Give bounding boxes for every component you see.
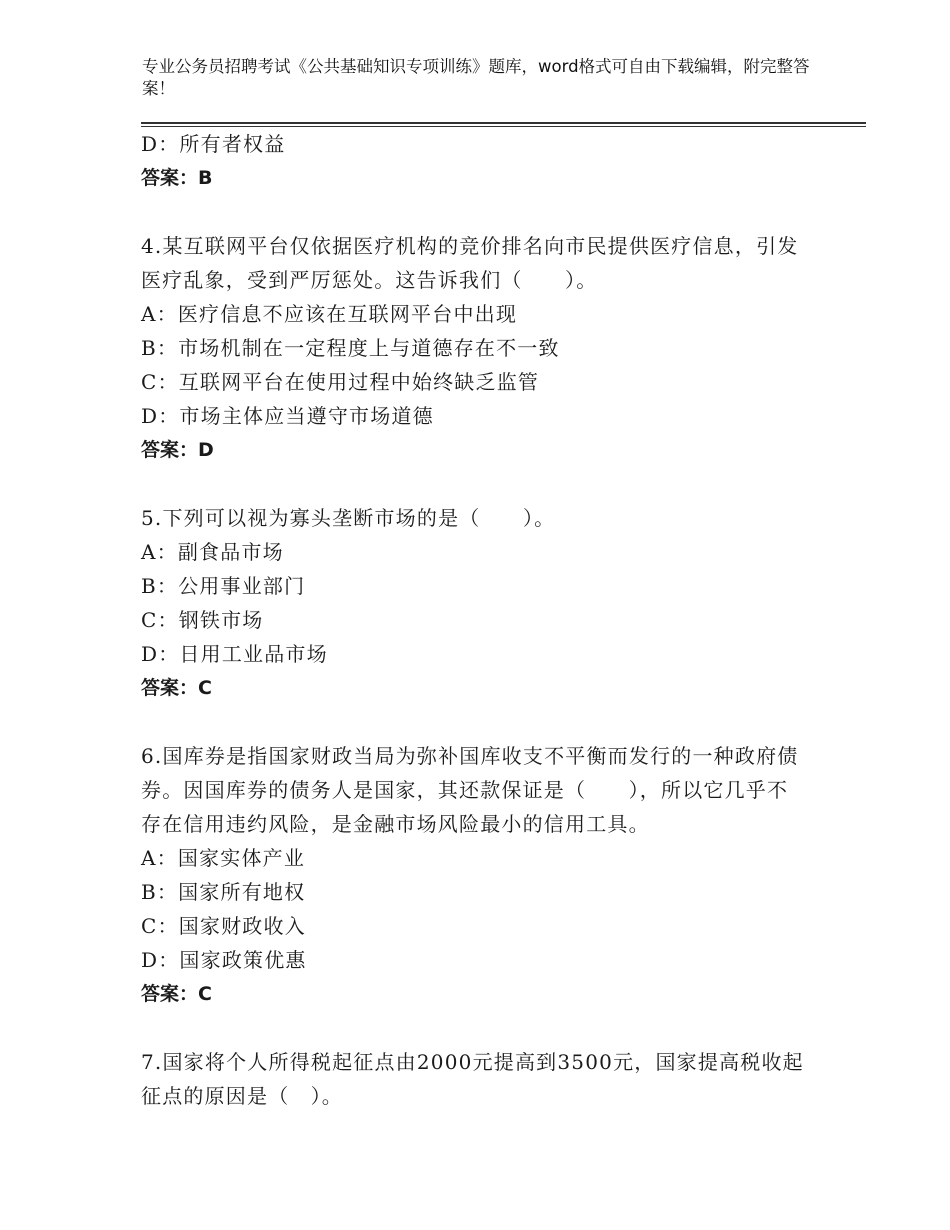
question-stem: 4.某互联网平台仅依据医疗机构的竞价排名向市民提供医疗信息，引发医疗乱象，受到严厉惩处。这告诉我们（ ）。 (141, 234, 799, 292)
option-c: C：钢铁市场 (141, 608, 264, 632)
option-b: B：公用事业部门 (141, 574, 306, 598)
option-c: C：互联网平台在使用过程中始终缺乏监管 (141, 370, 540, 394)
question-stem: 6.国库券是指国家财政当局为弥补国库收支不平衡而发行的一种政府债券。因国库券的债务人是国家，其还款保证是（ ），所以它几乎不存在信用违约风险，是金融市场风险最小的信用工具。 (141, 744, 799, 836)
option-a: A：副食品市场 (141, 540, 284, 564)
spacer (141, 195, 821, 229)
option-a: A：医疗信息不应该在互联网平台中出现 (141, 302, 518, 326)
spacer (141, 467, 821, 501)
option-c: C：国家财政收入 (141, 914, 306, 938)
prev-answer: 答案：B (141, 167, 213, 189)
prev-option-d: D：所有者权益 (141, 132, 286, 156)
question-stem: 7.国家将个人所得税起征点由2000元提高到3500元，国家提高税收起征点的原因是（ ）。 (141, 1050, 804, 1108)
option-b: B：市场机制在一定程度上与道德存在不一致 (141, 336, 560, 360)
header-rule-thick (141, 122, 866, 124)
option-d: D：国家政策优惠 (141, 948, 307, 972)
question-content (141, 127, 821, 1113)
question-block-5 (141, 501, 821, 705)
page-header: 专业公务员招聘考试《公共基础知识专项训练》题库，word格式可自由下载编辑，附完整答案！ (142, 57, 810, 98)
question-stem: 5.下列可以视为寡头垄断市场的是（ ）。 (141, 506, 556, 530)
question-block-7 (141, 1045, 821, 1113)
question-block-4 (141, 229, 821, 467)
answer: 答案：C (141, 983, 212, 1005)
spacer (141, 1011, 821, 1045)
answer: 答案：C (141, 677, 212, 699)
answer: 答案：D (141, 439, 214, 461)
option-a: A：国家实体产业 (141, 846, 306, 870)
spacer (141, 705, 821, 739)
option-d: D：日用工业品市场 (141, 642, 328, 666)
option-b: B：国家所有地权 (141, 880, 306, 904)
option-d: D：市场主体应当遵守市场道德 (141, 404, 434, 428)
question-block-6 (141, 739, 821, 1011)
